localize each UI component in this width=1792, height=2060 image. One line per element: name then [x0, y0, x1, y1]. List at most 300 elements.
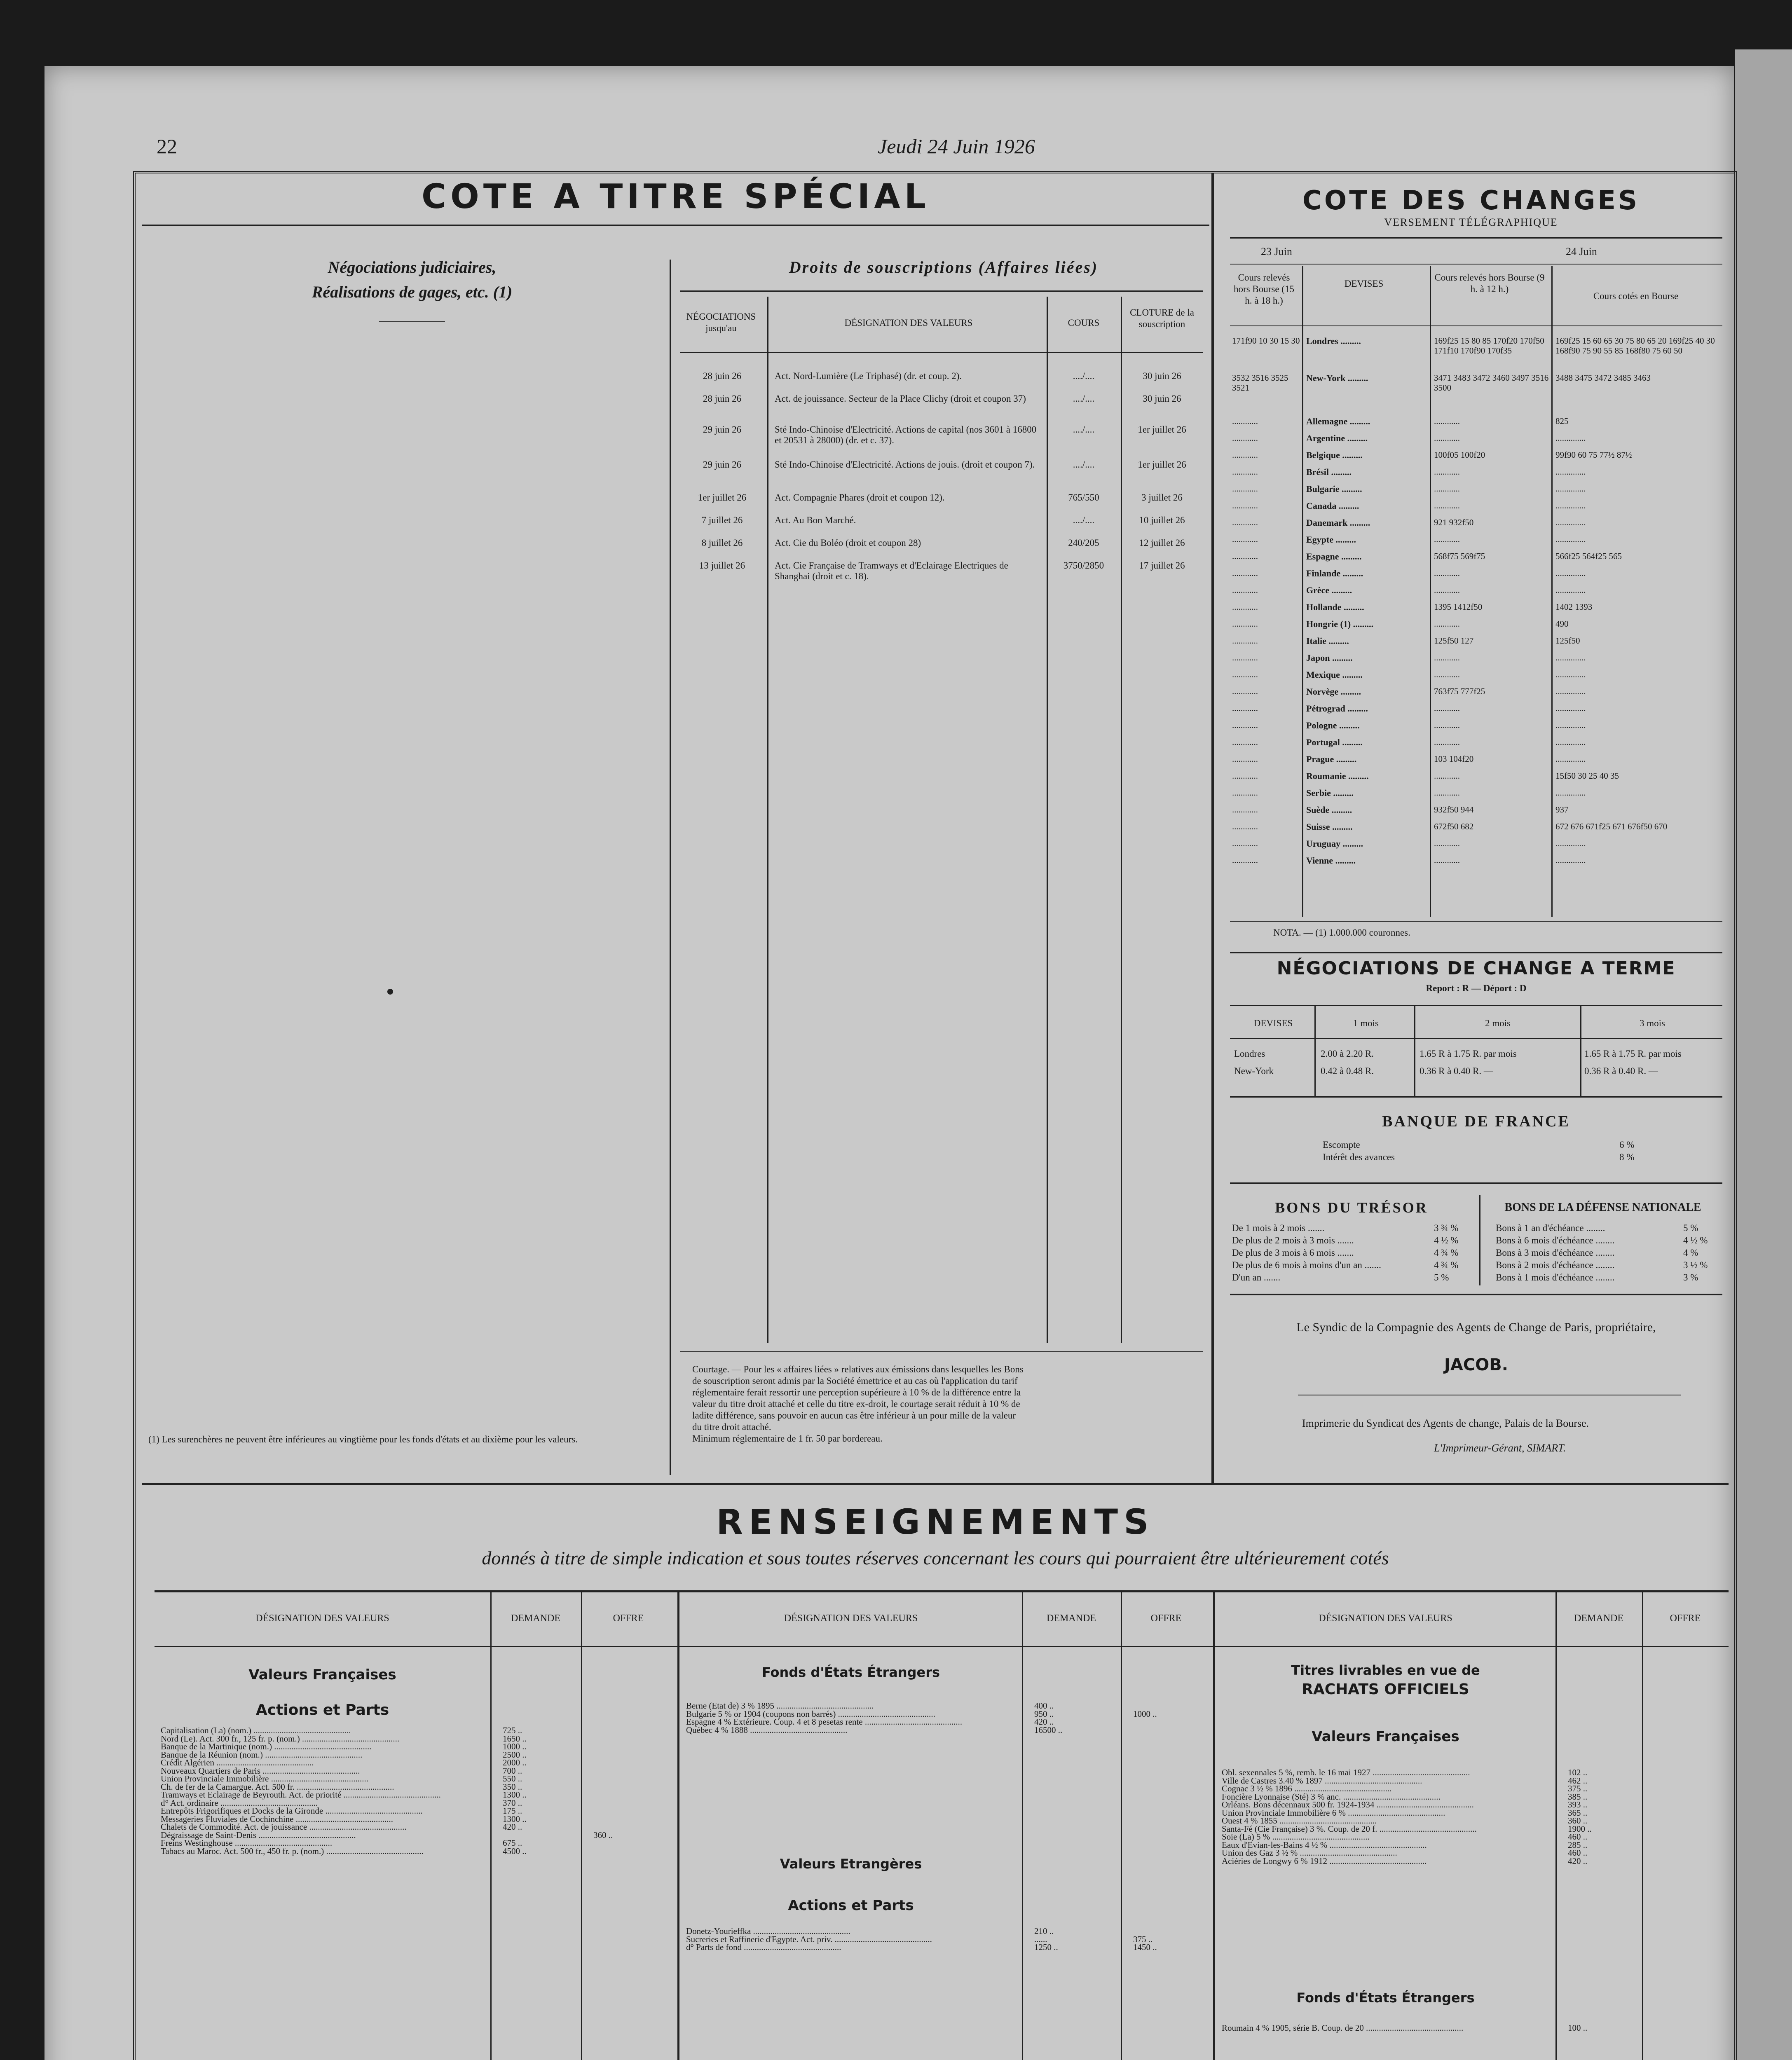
change-hors-bourse-23: ............ — [1232, 737, 1258, 747]
rens-item-offre: 1000 .. — [1133, 1709, 1157, 1719]
terme-devise: New-York — [1234, 1066, 1274, 1076]
bons-defense-label: Bons à 6 mois d'échéance ........ — [1496, 1235, 1615, 1245]
rens-item-name: Québec 4 % 1888 ............................................. — [686, 1725, 848, 1735]
bons-tresor-rate: 4 ¾ % — [1434, 1260, 1459, 1270]
change-bourse: .............. — [1555, 855, 1586, 865]
changes-header-rule — [1230, 325, 1722, 326]
rens-col-offre: OFFRE — [1150, 1613, 1182, 1624]
terme-rule — [1230, 952, 1722, 953]
change-hors-bourse-24: ............ — [1434, 585, 1460, 595]
rens-item-name: Tabacs au Maroc. Act. 500 fr., 450 fr. p. (nom.) ............................................. — [161, 1846, 424, 1856]
change-bourse: 99f90 60 75 77½ 87½ — [1555, 450, 1632, 460]
terme-col-2: 2 mois — [1485, 1018, 1511, 1028]
change-hors-bourse-23: ............ — [1232, 720, 1258, 730]
syndic-line: Le Syndic de la Compagnie des Agents de Change de Paris, propriétaire, — [1296, 1320, 1656, 1334]
terme-col-rule — [1230, 1038, 1722, 1039]
change-hors-bourse-23: ............ — [1232, 636, 1258, 646]
change-devise: Bulgarie ......... — [1306, 484, 1362, 494]
change-hors-bourse-24: ............ — [1434, 838, 1460, 848]
terme-line-2 — [1414, 1005, 1415, 1096]
surencheres-footnote: (1) Les surenchères ne peuvent être inférieures au vingtième pour les fonds d'états et au dixième pour les valeurs. — [148, 1434, 578, 1444]
rens-item-demande: 725 .. — [503, 1725, 522, 1735]
rens-item-demande: 2500 .. — [503, 1749, 527, 1760]
rens-item-demande: 4500 .. — [503, 1846, 527, 1856]
rens-item-name: Tramways et Eclairage de Beyrouth. Act. de priorité ............................................. — [161, 1790, 441, 1800]
change-bourse: 3488 3475 3472 3485 3463 — [1555, 373, 1651, 383]
change-bourse: .............. — [1555, 703, 1586, 713]
change-bourse: 937 — [1555, 805, 1569, 815]
rens-line — [581, 1592, 582, 2060]
rens-item-demande: 360 .. — [1568, 1816, 1588, 1826]
droits-designation: Sté Indo-Chinoise d'Electricité. Actions de capital (nos 3601 à 16800 et 20531 à 28000) (dr. et c. 37). — [775, 424, 1037, 445]
change-hors-bourse-24: ............ — [1434, 703, 1460, 713]
change-devise: Pétrograd ......... — [1306, 703, 1368, 714]
rens-item-name: Espagne 4 % Extérieure. Coup. 4 et 8 pesetas rente ............................................. — [686, 1717, 963, 1727]
rens-item-demande: 102 .. — [1568, 1767, 1588, 1777]
change-bourse: .............. — [1555, 754, 1586, 764]
change-bourse: .............. — [1555, 484, 1586, 494]
droits-cours: ..../.... — [1073, 515, 1095, 525]
droits-cours: ..../.... — [1073, 459, 1095, 470]
change-hors-bourse-23: ............ — [1232, 534, 1258, 544]
rens-item-demande: 365 .. — [1568, 1807, 1588, 1818]
droits-cours: 765/550 — [1068, 492, 1099, 503]
change-hors-bourse-23: ............ — [1232, 467, 1258, 477]
change-devise: Vienne ......... — [1306, 855, 1356, 866]
droits-cours: 240/205 — [1068, 538, 1099, 548]
rens-item-name: Nouveaux Quartiers de Paris ............................................. — [161, 1765, 360, 1776]
rens-item-offre: 375 .. — [1133, 1934, 1153, 1944]
rens-heading: Valeurs Françaises — [1312, 1728, 1459, 1745]
droits-designation: Act. Nord-Lumière (Le Triphasé) (dr. et coup. 2). — [775, 371, 962, 381]
changes-rule — [1230, 237, 1722, 239]
droits-header-rule — [680, 352, 1203, 353]
droits-designation: Act. Cie du Boléo (droit et coupon 28) — [775, 538, 921, 548]
bons-tresor-title: BONS DU TRÉSOR — [1275, 1199, 1428, 1216]
droits-cours: ..../.... — [1073, 393, 1095, 404]
bons-defense-rate: 3 % — [1683, 1272, 1698, 1283]
rens-item-demande: 1300 .. — [503, 1814, 527, 1824]
change-bourse: 825 — [1555, 416, 1569, 426]
rens-item-name: Capitalisation (La) (nom.) ............................................. — [161, 1725, 351, 1735]
droits-col3-line — [1121, 297, 1122, 1343]
syndic-name: JACOB. — [1444, 1355, 1508, 1374]
rens-item-name: Freins Westinghouse ............................................. — [161, 1838, 333, 1848]
renseignements-subtitle: donnés à titre de simple indication et sous toutes réserves concernant les cours qui pourraient être ultérieurement cotés — [482, 1547, 1389, 1568]
rens-heading: Fonds d'États Étrangers — [761, 1664, 940, 1680]
column-divider — [1211, 173, 1214, 1483]
rens-item-demande: 1000 .. — [503, 1742, 527, 1751]
bons-defense-title: BONS DE LA DÉFENSE NATIONALE — [1504, 1201, 1701, 1214]
change-hors-bourse-24: 125f50 127 — [1434, 636, 1474, 646]
courtage-line: du titre droit attaché. — [692, 1422, 771, 1432]
title-rule — [142, 225, 1209, 226]
change-hors-bourse-23: ............ — [1232, 450, 1258, 460]
rens-item-name: Dégraissage de Saint-Denis ............................................. — [161, 1830, 356, 1840]
rens-heading: Valeurs Etrangères — [780, 1856, 922, 1872]
change-devise: Londres ......... — [1306, 336, 1361, 346]
escompte-rate: 6 % — [1619, 1140, 1635, 1150]
next-page-edge — [1735, 49, 1792, 2060]
change-hors-bourse-23: ............ — [1232, 433, 1258, 443]
rens-item-name: Berne (Etat de) 3 % 1895 ............................................. — [686, 1701, 874, 1711]
rens-item-name: Foncière Lyonnaise (Sté) 3 % anc. ............................................. — [1222, 1791, 1441, 1802]
change-hors-bourse-23: ............ — [1232, 822, 1258, 831]
change-devise: Suède ......... — [1306, 805, 1352, 815]
terme-line-3 — [1580, 1005, 1581, 1096]
change-hors-bourse-24: ............ — [1434, 433, 1460, 443]
change-devise: Serbie ......... — [1306, 788, 1354, 798]
bons-defense-rate: 3 ½ % — [1683, 1260, 1708, 1270]
bons-defense-rate: 5 % — [1683, 1223, 1698, 1233]
escompte-label: Escompte — [1323, 1140, 1360, 1150]
renseignements-title: RENSEIGNEMENTS — [716, 1502, 1155, 1542]
change-devise: Prague ......... — [1306, 754, 1357, 764]
droits-designation: Sté Indo-Chinoise d'Electricité. Actions de jouis. (droit et coupon 7). — [775, 459, 1035, 470]
rens-item-demande: 700 .. — [503, 1765, 522, 1776]
change-hors-bourse-23: ............ — [1232, 501, 1258, 510]
droits-cloture: 10 juillet 26 — [1139, 515, 1185, 525]
change-devise: Egypte ......... — [1306, 534, 1356, 545]
rens-col-divider — [1213, 1592, 1215, 2060]
small-rule — [379, 321, 445, 322]
change-hors-bourse-23: ............ — [1232, 551, 1258, 561]
droits-date: 13 juillet 26 — [699, 560, 745, 571]
change-devise: Suisse ......... — [1306, 822, 1353, 832]
bons-tresor-rate: 5 % — [1434, 1272, 1449, 1283]
droits-date: 7 juillet 26 — [701, 515, 743, 525]
change-hors-bourse-24: ............ — [1434, 484, 1460, 494]
change-bourse: .............. — [1555, 653, 1586, 662]
bons-defense-rate: 4 % — [1683, 1248, 1698, 1258]
change-devise: Japon ......... — [1306, 653, 1353, 663]
change-hors-bourse-23: ............ — [1232, 653, 1258, 662]
rens-item-demande: 16500 .. — [1034, 1725, 1063, 1735]
escompte-row — [1323, 1139, 1636, 1151]
rens-col-divider — [677, 1592, 679, 2060]
rens-item-name: Ch. de fer de la Camargue. Act. 500 fr. ............................................. — [161, 1781, 394, 1792]
change-devise: Espagne ......... — [1306, 551, 1362, 562]
change-bourse: .............. — [1555, 788, 1586, 798]
change-hors-bourse-24: ............ — [1434, 737, 1460, 747]
terme-3mois: 0.36 R à 0.40 R. — — [1584, 1066, 1658, 1076]
terme-1mois: 2.00 à 2.20 R. — [1321, 1049, 1374, 1059]
change-devise: Brésil ......... — [1306, 467, 1352, 477]
bons-defense-label: Bons à 1 an d'échéance ........ — [1496, 1223, 1605, 1233]
page-number: 22 — [157, 135, 177, 158]
terme-col-devises: DEVISES — [1253, 1018, 1293, 1028]
courtage-line: de souscription seront admis par la Société émettrice et au cas où l'application du tarif — [692, 1376, 1018, 1386]
rens-line — [1555, 1592, 1557, 2060]
change-hors-bourse-24: ............ — [1434, 771, 1460, 781]
bons-tresor-label: De plus de 3 mois à 6 mois ....... — [1232, 1248, 1354, 1258]
droits-cours: ..../.... — [1073, 424, 1095, 435]
change-bourse: 1402 1393 — [1555, 602, 1593, 612]
rens-col-demande: DEMANDE — [511, 1613, 560, 1624]
rens-item-name: Nord (Le). Act. 300 fr., 125 fr. p. (nom.) ............................................. — [161, 1733, 400, 1744]
avances-rate: 8 % — [1619, 1152, 1635, 1162]
bons-tresor-label: D'un an ....... — [1232, 1272, 1281, 1283]
col-cotes-bourse: Cours cotés en Bourse — [1593, 291, 1679, 301]
change-devise: Norvège ......... — [1306, 686, 1361, 697]
change-hors-bourse-23: ............ — [1232, 855, 1258, 865]
change-hors-bourse-23: ............ — [1232, 602, 1258, 612]
bons-tresor-rate: 4 ½ % — [1434, 1235, 1459, 1245]
rens-item-name: Obl. sexennales 5 %, remb. le 16 mai 1927 ............................................. — [1222, 1767, 1470, 1777]
change-hors-bourse-24: ............ — [1434, 855, 1460, 865]
gerant-line: L'Imprimeur-Gérant, SIMART. — [1434, 1442, 1566, 1454]
change-bourse: 566f25 564f25 565 — [1555, 551, 1622, 561]
rens-item-name: Union des Gaz 3 ½ % ............................................. — [1222, 1848, 1397, 1858]
droits-date: 28 juin 26 — [703, 393, 742, 404]
change-devise: Grèce ......... — [1306, 585, 1352, 595]
change-bourse: .............. — [1555, 568, 1586, 578]
rens-item-offre: 1450 .. — [1133, 1942, 1157, 1952]
rens-item-name: Chalets de Commodité. Act. de jouissance ............................................. — [161, 1822, 407, 1832]
rens-item-demande: 393 .. — [1568, 1800, 1588, 1810]
change-hors-bourse-24: ............ — [1434, 653, 1460, 662]
change-hors-bourse-23: ............ — [1232, 619, 1258, 629]
rens-item-name: d° Parts de fond ............................................. — [686, 1942, 841, 1952]
change-bourse: .............. — [1555, 670, 1586, 679]
change-hors-bourse-24: 932f50 944 — [1434, 805, 1474, 815]
rens-item-demande: 460 .. — [1568, 1848, 1588, 1858]
change-hors-bourse-24: 103 104f20 — [1434, 754, 1474, 764]
rens-item-demande: 1650 .. — [503, 1733, 527, 1744]
change-hors-bourse-24: 921 932f50 — [1434, 517, 1474, 527]
negociations-title: Négociations judiciaires, — [328, 258, 497, 276]
date-23: 23 Juin — [1261, 246, 1292, 258]
rens-item-demande: 420 .. — [1568, 1856, 1588, 1866]
change-hors-bourse-23: ............ — [1232, 568, 1258, 578]
bons-tresor-rate: 4 ¾ % — [1434, 1248, 1459, 1258]
rens-heading: Titres livrables en vue de — [1291, 1662, 1480, 1678]
change-bourse: 125f50 — [1555, 636, 1580, 646]
change-hors-bourse-23: ............ — [1232, 517, 1258, 527]
change-bourse: .............. — [1555, 585, 1586, 595]
change-devise: Belgique ......... — [1306, 450, 1363, 460]
droits-title: Droits de souscriptions (Affaires liées) — [789, 258, 1099, 276]
droits-cloture: 12 juillet 26 — [1139, 538, 1185, 548]
changes-col1-line — [1302, 266, 1303, 917]
rens-item-demande: 420 .. — [503, 1822, 522, 1832]
courtage-line: valeur du titre droit attaché et celle du titre ex-droit, le courtage serait réduit à 10 % de — [692, 1399, 1020, 1409]
rens-item-demande: 550 .. — [503, 1774, 522, 1784]
change-hors-bourse-23: ............ — [1232, 771, 1258, 781]
changes-date-rule — [1230, 264, 1722, 265]
rens-col-designation: DÉSIGNATION DES VALEURS — [784, 1613, 918, 1624]
droits-date: 29 juin 26 — [703, 424, 742, 435]
rens-item-demande: 420 .. — [1034, 1717, 1054, 1727]
droits-designation: Act. Cie Française de Tramways et d'Eclairage Electriques de Shanghai (droit et c. 18). — [775, 560, 1008, 581]
rens-line — [1642, 1592, 1643, 2060]
section-divider — [142, 1483, 1729, 1485]
change-devise: Portugal ......... — [1306, 737, 1363, 747]
rens-heading: Valeurs Françaises — [248, 1667, 396, 1683]
change-devise: Allemagne ......... — [1306, 416, 1370, 426]
special-divider — [670, 260, 671, 1475]
rens-col-designation: DÉSIGNATION DES VALEURS — [255, 1613, 389, 1624]
change-devise: Hollande ......... — [1306, 602, 1364, 612]
change-devise: Hongrie (1) ......... — [1306, 619, 1374, 629]
bons-divider — [1479, 1195, 1480, 1285]
change-hors-bourse-24: ............ — [1434, 467, 1460, 477]
terme-subtitle: Report : R — Déport : D — [1426, 983, 1527, 993]
rens-item-demande: 350 .. — [503, 1781, 522, 1792]
rens-col-demande: DEMANDE — [1574, 1613, 1623, 1624]
rens-item-name: Santa-Fé (Cie Française) 3 %. Coup. de 20 f. ............................................. — [1222, 1824, 1477, 1834]
page-header — [95, 131, 1702, 164]
bons-tresor-rate: 3 ¾ % — [1434, 1223, 1459, 1233]
change-hors-bourse-23: ............ — [1232, 585, 1258, 595]
banque-title: BANQUE DE FRANCE — [1382, 1113, 1570, 1130]
droits-cloture: 30 juin 26 — [1143, 371, 1181, 381]
change-bourse: 169f25 15 60 65 30 75 80 65 20 169f25 40 30 168f90 75 90 55 85 168f80 75 60 50 — [1555, 336, 1715, 356]
rens-item-demande: 175 .. — [503, 1806, 522, 1816]
droits-col2-line — [1047, 297, 1048, 1343]
changes-subtitle: VERSEMENT TÉLÉGRAPHIQUE — [1384, 216, 1558, 228]
change-bourse: .............. — [1555, 433, 1586, 443]
rens-item-name: Roumain 4 % 1905, série B. Coup. de 20 ............................................. — [1222, 2023, 1464, 2033]
rens-item-demande: 1300 .. — [503, 1790, 527, 1800]
droits-designation: Act. Compagnie Phares (droit et coupon 12). — [775, 492, 945, 503]
rens-item-name: Ouest 4 % 1855 ............................................. — [1222, 1816, 1377, 1826]
bons-tresor-label: De plus de 6 mois à moins d'un an ....... — [1232, 1260, 1381, 1270]
change-hors-bourse-24: ............ — [1434, 416, 1460, 426]
date-24: 24 Juin — [1566, 246, 1597, 258]
rens-col-offre: OFFRE — [613, 1613, 644, 1624]
rens-heading: Actions et Parts — [788, 1897, 914, 1914]
change-hors-bourse-24: 568f75 569f75 — [1434, 551, 1485, 561]
change-bourse: 15f50 30 25 40 35 — [1555, 771, 1619, 781]
change-bourse: .............. — [1555, 720, 1586, 730]
rens-item-demande: 460 .. — [1568, 1832, 1588, 1842]
change-hors-bourse-23: ............ — [1232, 754, 1258, 764]
courtage-line: ladite différence, sans pouvoir en aucun cas être inférieur à un pour mille de la valeur — [692, 1410, 1016, 1421]
courtage-line: réglementaire ferait ressortir une perception supérieure à 10 % de la différence entre la — [692, 1387, 1021, 1398]
rens-item-demande: 400 .. — [1034, 1701, 1054, 1711]
rens-col-designation: DÉSIGNATION DES VALEURS — [1319, 1613, 1452, 1624]
imprimerie-line: Imprimerie du Syndicat des Agents de change, Palais de la Bourse. — [1302, 1417, 1589, 1429]
col-designation: DÉSIGNATION DES VALEURS — [844, 318, 973, 328]
rens-item-demande: 950 .. — [1034, 1709, 1054, 1719]
courtage-rule — [680, 1351, 1203, 1352]
droits-cloture: 30 juin 26 — [1143, 393, 1181, 404]
droits-designation: Act. Au Bon Marché. — [775, 515, 856, 525]
rens-item-demande: 462 .. — [1568, 1775, 1588, 1786]
terme-3mois: 1.65 R à 1.75 R. par mois — [1584, 1049, 1682, 1059]
change-bourse: .............. — [1555, 517, 1586, 527]
rens-item-name: d° Act. ordinaire ............................................. — [161, 1798, 318, 1808]
rens-item-demande: 1900 .. — [1568, 1824, 1592, 1834]
avances-label: Intérêt des avances — [1323, 1152, 1395, 1162]
rens-item-demande: 385 .. — [1568, 1791, 1588, 1802]
change-devise: Roumanie ......... — [1306, 771, 1369, 781]
rens-item-demande: 675 .. — [503, 1838, 522, 1848]
change-hors-bourse-23: ............ — [1232, 416, 1258, 426]
terme-bottom-rule — [1230, 1096, 1722, 1098]
nota: NOTA. — (1) 1.000.000 couronnes. — [1273, 927, 1410, 938]
changes-col2-line — [1430, 266, 1431, 917]
rens-item-name: Soie (La) 5 % ............................................. — [1222, 1832, 1370, 1842]
rens-line — [1022, 1592, 1023, 2060]
rens-heading: RACHATS OFFICIELS — [1302, 1681, 1469, 1698]
change-bourse: .............. — [1555, 686, 1586, 696]
change-hors-bourse-24: ............ — [1434, 501, 1460, 510]
change-hors-bourse-23: ............ — [1232, 686, 1258, 696]
rens-item-name: Donetz-Yourieffka ............................................. — [686, 1926, 850, 1936]
rens-item-demande: 370 .. — [503, 1798, 522, 1808]
rens-item-demande: 1250 .. — [1034, 1942, 1058, 1952]
bons-defense-rate: 4 ½ % — [1683, 1235, 1708, 1245]
rens-header-top — [155, 1590, 1729, 1592]
col-hors-bourse-24: Cours relevés hors Bourse (9 h. à 12 h.) — [1434, 272, 1545, 294]
rens-item-name: Aciéries de Longwy 6 % 1912 ............................................. — [1222, 1856, 1427, 1866]
rens-item-demande: 375 .. — [1568, 1784, 1588, 1793]
page-date: Jeudi 24 Juin 1926 — [878, 135, 1035, 158]
rens-line — [490, 1592, 492, 2060]
change-devise: Uruguay ......... — [1306, 838, 1363, 849]
change-bourse: 672 676 671f25 671 676f50 670 — [1555, 822, 1668, 831]
change-hors-bourse-24: 3471 3483 3472 3460 3497 3516 3500 — [1434, 373, 1549, 393]
droits-date: 8 juillet 26 — [701, 538, 743, 548]
change-hors-bourse-23: ............ — [1232, 838, 1258, 848]
change-hors-bourse-23: ............ — [1232, 670, 1258, 679]
change-devise: Danemark ......... — [1306, 517, 1370, 528]
rens-line — [1121, 1592, 1122, 2060]
change-devise: Pologne ......... — [1306, 720, 1360, 730]
rens-heading: Fonds d'États Étrangers — [1296, 1990, 1475, 2006]
terme-1mois: 0.42 à 0.48 R. — [1321, 1066, 1374, 1076]
terme-title: NÉGOCIATIONS DE CHANGE A TERME — [1277, 958, 1676, 979]
changes-title: COTE DES CHANGES — [1302, 185, 1640, 216]
droits-cloture: 1er juillet 26 — [1138, 424, 1186, 435]
change-devise: Canada ......... — [1306, 501, 1359, 511]
change-hors-bourse-24: 100f05 100f20 — [1434, 450, 1485, 460]
courtage-note — [692, 1364, 1203, 1444]
rens-col-demande: DEMANDE — [1047, 1613, 1096, 1624]
col-cours: COURS — [1068, 318, 1100, 328]
cote-special-title: COTE A TITRE SPÉCIAL — [421, 177, 930, 216]
change-bourse: .............. — [1555, 838, 1586, 848]
change-devise: Argentine ......... — [1306, 433, 1368, 443]
change-hors-bourse-24: ............ — [1434, 670, 1460, 679]
change-devise: Mexique ......... — [1306, 670, 1363, 680]
change-hors-bourse-24: 763f75 777f25 — [1434, 686, 1485, 696]
rens-item-name: Bulgarie 5 % or 1904 (coupons non barrés) ............................................. — [686, 1709, 935, 1719]
bons-tresor-label: De 1 mois à 2 mois ....... — [1232, 1223, 1325, 1233]
change-devise: Finlande ......... — [1306, 568, 1363, 578]
rens-item-name: Messageries Fluviales de Cochinchine ............................................. — [161, 1814, 394, 1824]
rens-item-demande: 2000 .. — [503, 1758, 527, 1767]
rens-item-name: Eaux d'Evian-les-Bains 4 ½ % ............................................. — [1222, 1840, 1427, 1850]
droits-cloture: 3 juillet 26 — [1141, 492, 1183, 503]
rens-item-offre: 360 .. — [593, 1830, 613, 1840]
col-negociations: NÉGOCIATIONS jusqu'au — [686, 311, 756, 333]
changes-col3-line — [1551, 266, 1553, 917]
change-bourse: .............. — [1555, 501, 1586, 510]
change-hors-bourse-23: ............ — [1232, 703, 1258, 713]
rens-item-demande: 100 .. — [1568, 2023, 1588, 2033]
change-hors-bourse-24: ............ — [1434, 534, 1460, 544]
droits-date: 28 juin 26 — [703, 371, 742, 381]
rens-item-name: Union Provinciale Immobilière ............................................. — [161, 1774, 368, 1784]
change-hors-bourse-24: 672f50 682 — [1434, 822, 1474, 831]
droits-date: 1er juillet 26 — [698, 492, 747, 503]
change-hors-bourse-24: ............ — [1434, 720, 1460, 730]
change-hors-bourse-23: 3532 3516 3525 3521 — [1232, 373, 1288, 393]
bons-bottom-rule — [1230, 1294, 1722, 1295]
